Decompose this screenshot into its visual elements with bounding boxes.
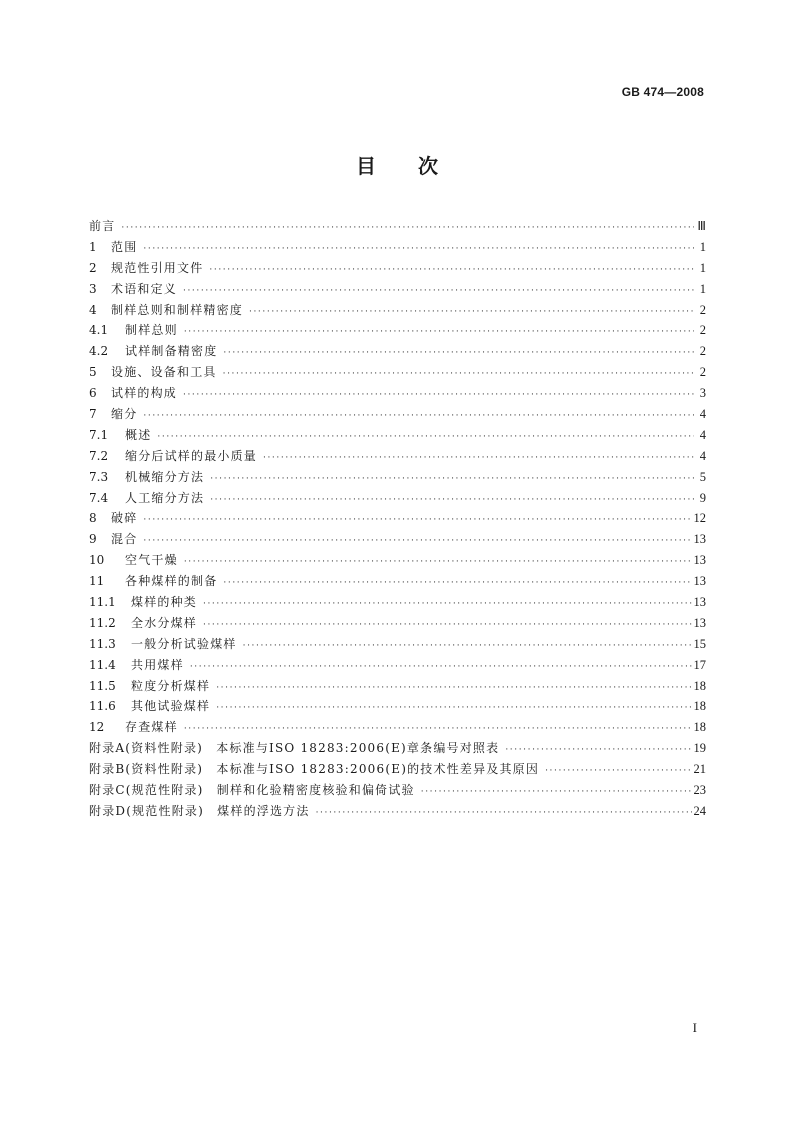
toc-entry-title: 人工缩分方法 <box>125 490 205 505</box>
toc-entry-number: 11.6 <box>89 699 116 714</box>
table-of-contents <box>89 216 706 822</box>
toc-entry-page: 1 <box>699 239 706 254</box>
toc-entry-title: 空气干燥 <box>125 553 178 568</box>
toc-dot-leader <box>143 510 691 531</box>
toc-entry[interactable] <box>89 529 706 550</box>
toc-dot-leader <box>545 761 691 782</box>
toc-entry-title: 存查煤样 <box>125 720 178 735</box>
toc-entry-title: 缩分后试样的最小质量 <box>125 448 258 463</box>
page-number: I <box>692 1020 697 1035</box>
toc-entry-title: 规范性引用文件 <box>111 260 204 275</box>
toc-dot-leader <box>209 260 694 281</box>
toc-entry-title: 机械缩分方法 <box>125 469 205 484</box>
toc-entry[interactable] <box>89 717 706 738</box>
toc-dot-leader <box>216 698 691 719</box>
toc-entry[interactable] <box>89 801 706 822</box>
toc-entry-title: 附录B(资料性附录) 本标准与ISO 18283:2006(E)的技术性差异及其原因 <box>89 762 540 777</box>
toc-entry-title: 前言 <box>89 219 116 233</box>
toc-entry-number: 11.3 <box>89 636 116 651</box>
toc-entry[interactable] <box>89 362 706 383</box>
toc-entry[interactable] <box>89 676 706 697</box>
title-char-1: 目 <box>356 154 376 178</box>
toc-entry-number: 4.2 <box>89 344 109 359</box>
page-title <box>0 150 794 179</box>
toc-entry-page: 18 <box>693 678 706 693</box>
toc-entry-number: 9 <box>89 532 97 547</box>
toc-entry-number: 7.1 <box>89 427 109 442</box>
toc-dot-leader <box>143 239 694 260</box>
toc-entry-title: 试样制备精密度 <box>125 344 218 359</box>
title-char-2: 次 <box>418 154 438 178</box>
toc-entry-number: 11 <box>89 574 105 589</box>
toc-entry-page: 2 <box>699 344 706 359</box>
toc-entry[interactable] <box>89 780 706 801</box>
toc-entry-page: 2 <box>699 365 706 380</box>
toc-entry-page: 4 <box>699 448 706 463</box>
toc-entry-title: 附录A(资料性附录) 本标准与ISO 18283:2006(E)章条编号对照表 <box>89 741 500 756</box>
toc-entry[interactable] <box>89 258 706 279</box>
toc-entry[interactable] <box>89 446 706 467</box>
toc-entry[interactable] <box>89 488 706 509</box>
toc-entry[interactable] <box>89 613 706 634</box>
toc-entry-page: 13 <box>693 553 706 568</box>
toc-entry-page: 23 <box>693 783 706 798</box>
toc-entry-number: 7 <box>89 407 97 422</box>
toc-entry[interactable] <box>89 655 706 676</box>
toc-entry[interactable] <box>89 550 706 571</box>
toc-entry-number: 7.4 <box>89 490 109 505</box>
toc-entry-page: 18 <box>693 720 706 735</box>
toc-dot-leader <box>243 636 692 657</box>
toc-dot-leader <box>184 552 692 573</box>
toc-dot-leader <box>157 427 694 448</box>
toc-entry-title: 制样总则和制样精密度 <box>111 302 244 317</box>
toc-entry-number: 11.1 <box>89 595 116 610</box>
toc-entry[interactable] <box>89 571 706 592</box>
toc-entry-title: 缩分 <box>111 407 138 422</box>
toc-entry-number: 5 <box>89 365 97 380</box>
toc-entry-title: 煤样的种类 <box>131 595 198 610</box>
toc-entry-page: 24 <box>693 803 706 818</box>
toc-dot-leader <box>263 448 694 469</box>
toc-entry[interactable] <box>89 738 706 759</box>
toc-entry-title: 粒度分析煤样 <box>131 678 211 693</box>
toc-entry[interactable] <box>89 383 706 404</box>
toc-entry-page: 13 <box>693 574 706 589</box>
toc-dot-leader <box>183 385 694 406</box>
toc-entry-page: 19 <box>693 741 706 756</box>
toc-entry[interactable] <box>89 467 706 488</box>
toc-entry-page: Ⅲ <box>697 219 706 233</box>
toc-entry-number: 10 <box>89 553 105 568</box>
toc-entry[interactable] <box>89 759 706 780</box>
toc-entry[interactable] <box>89 237 706 258</box>
toc-entry-page: 21 <box>693 762 706 777</box>
toc-entry-title: 各种煤样的制备 <box>125 574 218 589</box>
toc-entry-title: 破碎 <box>111 511 138 526</box>
toc-entry-number: 11.4 <box>89 657 116 672</box>
toc-entry-title: 附录D(规范性附录) 煤样的浮选方法 <box>89 803 310 818</box>
toc-entry-number: 2 <box>89 260 97 275</box>
toc-entry-number: 11.5 <box>89 678 116 693</box>
toc-entry[interactable] <box>89 341 706 362</box>
toc-dot-leader <box>190 657 692 678</box>
toc-entry[interactable] <box>89 508 706 529</box>
toc-dot-leader <box>249 302 694 323</box>
toc-dot-leader <box>316 803 692 824</box>
toc-dot-leader <box>421 782 692 803</box>
toc-entry-number: 4 <box>89 302 97 317</box>
toc-entry-page: 15 <box>693 636 706 651</box>
toc-entry[interactable] <box>89 592 706 613</box>
toc-entry[interactable] <box>89 696 706 717</box>
toc-dot-leader <box>203 615 691 636</box>
toc-entry[interactable] <box>89 425 706 446</box>
toc-entry-page: 5 <box>699 469 706 484</box>
toc-entry[interactable] <box>89 216 706 237</box>
toc-entry-number: 7.2 <box>89 448 109 463</box>
toc-entry-page: 3 <box>699 386 706 401</box>
toc-dot-leader <box>505 740 691 761</box>
toc-entry-title: 共用煤样 <box>131 657 184 672</box>
toc-entry-page: 17 <box>693 657 706 672</box>
toc-entry-page: 1 <box>699 281 706 296</box>
toc-entry-page: 2 <box>699 323 706 338</box>
toc-dot-leader <box>210 469 694 490</box>
toc-entry-page: 12 <box>693 511 706 526</box>
toc-entry-number: 6 <box>89 386 97 401</box>
toc-dot-leader <box>143 406 694 427</box>
toc-dot-leader <box>223 343 694 364</box>
toc-dot-leader <box>121 218 694 239</box>
toc-entry-number: 12 <box>89 720 105 735</box>
toc-entry-title: 范围 <box>111 239 138 254</box>
toc-entry-page: 13 <box>693 595 706 610</box>
toc-dot-leader <box>203 594 691 615</box>
toc-entry-number: 8 <box>89 511 97 526</box>
toc-entry-number: 11.2 <box>89 615 116 630</box>
toc-entry-number: 4.1 <box>89 323 109 338</box>
toc-entry-page: 9 <box>699 490 706 505</box>
toc-entry[interactable] <box>89 404 706 425</box>
toc-entry[interactable] <box>89 300 706 321</box>
toc-entry[interactable] <box>89 634 706 655</box>
toc-entry-title: 一般分析试验煤样 <box>131 636 237 651</box>
toc-entry-title: 概述 <box>125 427 152 442</box>
toc-entry-title: 术语和定义 <box>111 281 178 296</box>
toc-entry[interactable] <box>89 320 706 341</box>
toc-entry-page: 4 <box>699 407 706 422</box>
toc-dot-leader <box>216 678 691 699</box>
toc-entry-page: 13 <box>693 615 706 630</box>
toc-entry-page: 4 <box>699 427 706 442</box>
toc-entry-number: 3 <box>89 281 97 296</box>
toc-entry-page: 13 <box>693 532 706 547</box>
toc-entry-page: 18 <box>693 699 706 714</box>
toc-entry-title: 制样总则 <box>125 323 178 338</box>
toc-dot-leader <box>184 322 694 343</box>
toc-dot-leader <box>184 719 692 740</box>
toc-entry-number: 7.3 <box>89 469 109 484</box>
toc-entry[interactable] <box>89 279 706 300</box>
toc-entry-title: 设施、设备和工具 <box>111 365 217 380</box>
toc-entry-title: 混合 <box>111 532 138 547</box>
standard-code: GB 474—2008 <box>621 85 704 99</box>
toc-entry-page: 2 <box>699 302 706 317</box>
toc-entry-title: 其他试验煤样 <box>131 699 211 714</box>
toc-entry-number: 1 <box>89 239 97 254</box>
toc-entry-page: 1 <box>699 260 706 275</box>
toc-dot-leader <box>223 364 694 385</box>
toc-entry-title: 附录C(规范性附录) 制样和化验精密度核验和偏倚试验 <box>89 783 415 798</box>
toc-dot-leader <box>210 490 694 511</box>
toc-dot-leader <box>223 573 691 594</box>
toc-entry-title: 全水分煤样 <box>131 615 198 630</box>
toc-entry-title: 试样的构成 <box>111 386 178 401</box>
toc-dot-leader <box>183 281 694 302</box>
toc-dot-leader <box>143 531 691 552</box>
